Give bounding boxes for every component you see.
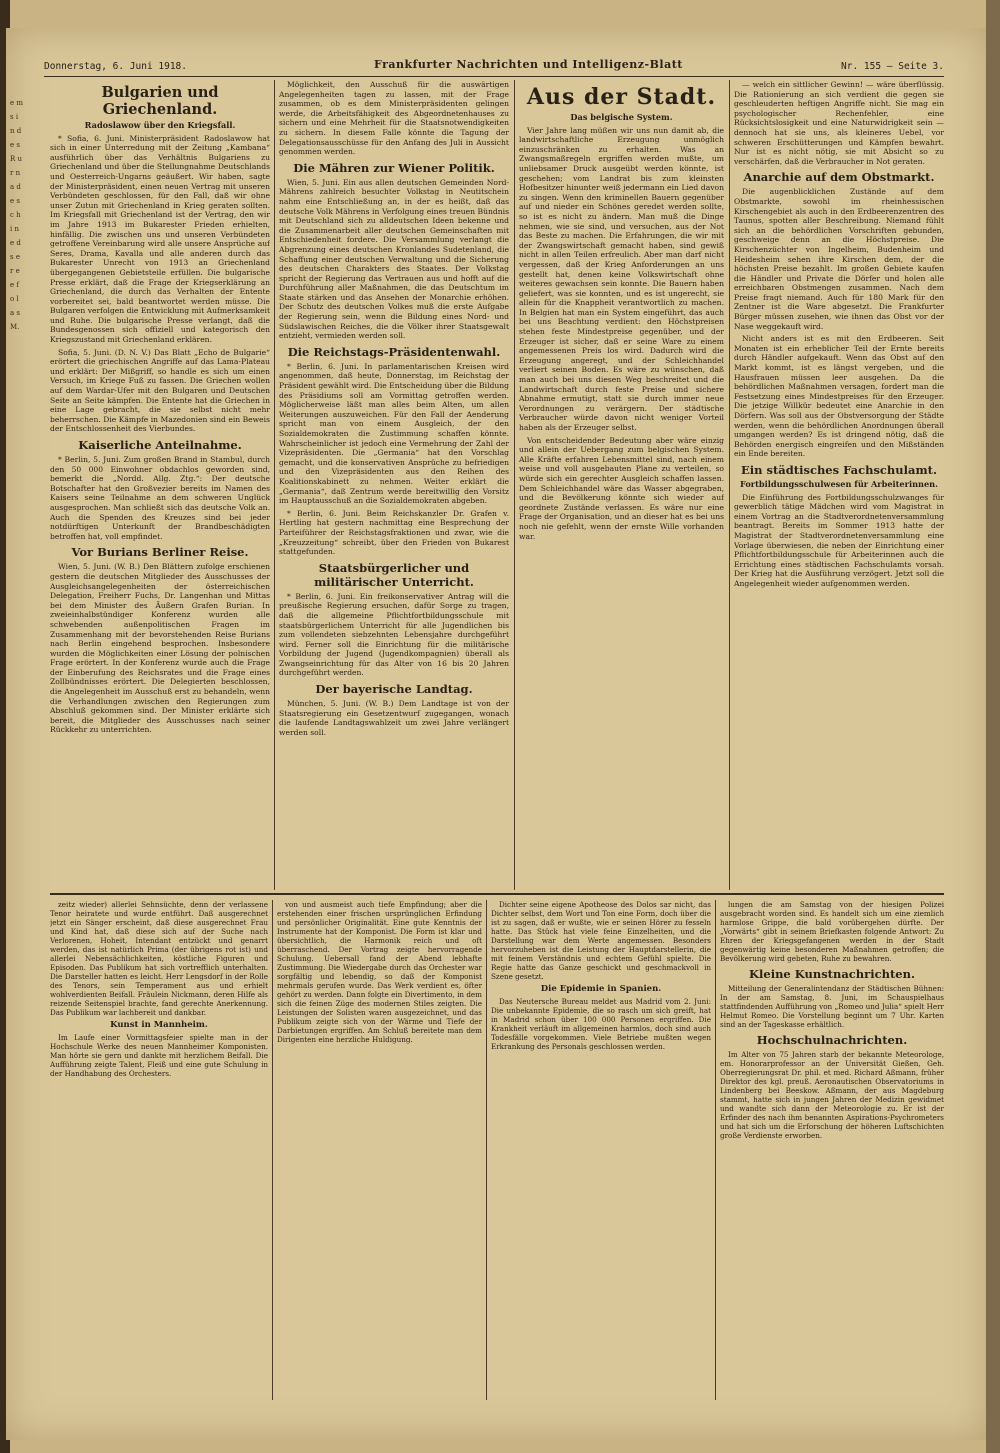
article-text: Vier Jahre lang müßen wir uns nun damit ab, die landwirtschaftliche Erzeugung unmöglich einzuschränken zu erhalten. Was an Zwangsmaßregeln ergriffen werden mußte, um unliebsamer Druck ausgeübt werden könnte, ist geschehen; vom Landrat bis zum kleinsten Hofbesitzer hinunter weiß jedermann ein Lied davon zu singen. Wenn den kriminellen Bauern gegenüber auf und nieder ein Schönes geredet werden sollte, so ist es nicht zu ändern. Man muß die Dinge nehmen, wie sie sind, und versuchen, aus der Not das Beste zu machen. Die Erfahrungen, die wir mit der Zwangswirtschaft gemacht haben, sind gewiß nicht in allen Teilen erfreulich. Aber man darf nicht vergessen, daß der Krieg Anforderungen an uns gestellt hat, denen keine Volkswirtschaft ohne weiteres gewachsen sein konnte. Die Bauern haben geliefert, was sie konnten, und es ist ungerecht, sie allein für die Knappheit verantwortlich zu machen. In Belgien hat man ein System eingeführt, das auch bei uns Beachtung verdient: den Höchstpreisen stehen feste Mindestpreise gegenüber, und der Erzeuger ist sicher, daß er seine Ware zu einem angemessenen Preis los wird. Dadurch wird die Erzeugung angeregt, und der Schleichhandel verliert seinen Boden. Es wäre zu wünschen, daß man auch bei uns diesen Weg beschreitet und die Landwirtschaft durch feste Preise und sichere Abnahme ermutigt, statt sie durch immer neue Verordnungen zu verärgern. Der städtische Verbraucher würde davon nicht weniger Vorteil haben als der Erzeuger selbst. [519, 125, 724, 432]
headline-maehren: Die Mähren zur Wiener Politik. [293, 160, 495, 175]
subheadline-radoslawow: Radoslawow über den Kriegsfall. [84, 120, 236, 130]
column-3 [519, 80, 724, 890]
header-date: Donnerstag, 6. Juni 1918. [44, 61, 187, 72]
article-text: lungen die am Samstag von der hiesigen Polizei ausgebracht worden sind. Es handelt sich um eine ziemlich harmlose Grippe, die bald vorübergehen dürfte. Der „Vorwärts“ gibt in seinem Briefkasten folgende Antwort: Zu Ehren der Kriegsgefangenen werden in der Stadt gegenwärtig keine besonderen Maßnahmen getroffen; die Bevölkerung wird gebeten, Ruhe zu bewahren. [720, 900, 944, 963]
article-text: Die Einführung des Fortbildungsschulzwanges für gewerblich tätige Mädchen wird vom Magistrat in einem Vortrag an die Stadtverordnetenversammlung beantragt. Bereits im Sommer 1913 hatte der Magistrat der Stadtverordnetenversammlung eine Vorlage überwiesen, die neben der Einrichtung einer Pflichtfortbildungsschule für Arbeiterinnen auch die Errichtung eines städtischen Fachschulamts vorsah. Der Krieg hat die Ausführung verzögert. Jetzt soll die Angelegenheit wieder aufgenommen werden. [734, 492, 944, 588]
bottom-column-3 [491, 900, 711, 1400]
previous-page-trim [10, 96, 24, 1396]
newspaper-name: Frankfurter Nachrichten und Intelligenz-Blatt [374, 58, 683, 71]
article-text: * Berlin, 5. Juni. Zum großen Brand in Stambul, durch den 50 000 Einwohner obdachlos geworden sind, bemerkt die „Nordd. Allg. Ztg.“: Der deutsche Botschafter hat den Großvezier bereits im Namen des Kaisers seine Teilnahme an dem schweren Unglück ausgesprochen. Man schließt sich das deutsche Volk an. Auch die Spenden des Kreuzes sind bei jeder notdürftigen Unterkunft der Brandbeschädigten betroffen hat, voll empfindet. [50, 455, 270, 541]
column-divider [272, 900, 273, 1400]
headline-fachschulamt: Ein städtisches Fachschulamt. [741, 462, 937, 477]
article-text: von und ausmeist auch tiefe Empfindung; aber die erstehenden einer frischen ursprünglichen Erfindung und persönlicher Originalität. Eine gute Kenntnis der Instrumente hat der Komponist. Die Form ist klar und übersichtlich, die Harmonik reich und oft überraschend. Der Vortrag zeigte hervorragende Schulung. Uebersall fand der Abend lebhafte Zustimmung. Die Wiedergabe durch das Orchester war sorgfältig und lebendig, so daß der Komponist mehrmals gerufen wurde. Das Werk verdient es, öfter gehört zu werden. Dann folgte ein Divertimento, in dem sich die feinen Züge des modernen Stiles zeigten. Die Leistungen der Solisten waren ausgezeichnet, und das Publikum zeigte sich von der Wärme und Tiefe der Darbietungen ergriffen. Am Schluß bereitete man dem Dirigenten eine herzliche Huldigung. [277, 900, 482, 1044]
bottom-column-1 [50, 900, 268, 1400]
article-text: Möglichkeit, den Ausschuß für die auswärtigen Angelegenheiten tagen zu lassen, mit der Frage zusammen, ob es dem Ministerpräsidenten gelingen werde, die Arbeitsfähigkeit des Abgeordnetenhauses zu sichern und eine Mehrheit für die Staatsnotwendigkeiten zu sichern. In diesem Falle könnte die Tagung der Delegationsausschüsse für den Anfang des Juli in Aussicht genommen werden. [279, 80, 509, 157]
article-text: Die augenblicklichen Zustände auf dem Obstmarkte, sowohl im rheinhessischen Kirschengebiet als auch in den Erdbeerenzentren des Taunus, spotten aller Beschreibung. Niemand fühlt sich an die behördlichen Vorschriften gebunden, geschweige denn an die Höchstpreise. Die Kirschenzüchter von Ingelheim, Budenheim und Heidesheim sehen ihre Kirschen dem, der die höchsten Preise bezahlt. Im großen Gebiete kaufen die Händler und Private die Dörfer und holen alle erreichbaren Obstmengen zusammen. Nach dem Preise fragt niemand. Auch für 180 Mark für den Zentner ist die Ware abgesetzt. Die Frankfurter Bürger müssen zusehen, wie ihnen das Obst vor der Nase weggekauft wird. [734, 187, 944, 331]
headline-epidemie: Die Epidemie in Spanien. [540, 984, 662, 994]
column-divider [514, 80, 515, 890]
article-text: Nicht anders ist es mit den Erdbeeren. Seit Monaten ist ein erheblicher Teil der Ernte bereits durch Händler aufgekauft. Wenn das Obst auf den Markt kommt, ist es längst vergeben, und die Hausfrauen müssen leer ausgehen. Da die behördlichen Maßnahmen versagen, fordert man die Festsetzung eines Mindestpreises für den Erzeuger. Die jetzige Willkür bedeutet eine Anarchie in den Dörfern. Was soll aus der Obstversorgung der Städte werden, wenn die behördlichen Anordnungen überall umgangen werden? Es ist dringend nötig, daß die Behörden energisch eingreifen und den Mißständen ein Ende bereiten. [734, 334, 944, 459]
headline-kaiser: Kaiserliche Anteilnahme. [78, 438, 242, 452]
bottom-column-4 [720, 900, 944, 1400]
article-text: Das Neutersche Bureau meldet aus Madrid vom 2. Juni: Die unbekannte Epidemie, die so rasch um sich greift, hat in Madrid schon über 100 000 Personen ergriffen. Die Krankheit verläuft im allgemeinen harmlos, doch sind auch Todesfälle vorgekommen. Viele Betriebe mußten wegen Erkrankung des Personals geschlossen werden. [491, 997, 711, 1051]
subheadline-belgisches-system: Das belgische System. [570, 112, 673, 122]
article-text: Im Alter von 75 Jahren starb der bekannte Meteorologe, em. Honorarprofessor an der Universität Gießen, Geh. Oberregierungsrat Dr. phil. et med. Richard Aßmann, früher Direktor des kgl. preuß. Aeronautischen Observatoriums in Lindenberg bei Beeskow. Aßmann, der aus Magdeburg stammt, hatte sich in jungen Jahren der Medizin gewidmet und wandte sich dann der Meteorologie zu. Er ist der Erfinder des nach ihm benannten Aspirations-Psychrometers und hat sich um die Erforschung der höheren Luftschichten große Verdienste erworben. [720, 1050, 944, 1140]
article-text: Wien, 5. Juni. (W. B.) Den Blättern zufolge erschienen gestern die deutschen Mitglieder des Ausschusses der Ausgleichsangelegenheiten der österreichischen Delegation, Freiherr Fuchs, Dr. Langenhan und Mittas bei dem Minister des Äußern Grafen Burian. In zweieinhalbstündiger Konferenz wurden alle schwebenden außenpolitischen Fragen im Zusammenhang mit der bevorstehenden Reise Burians nach Berlin eingehend besprochen. Insbesondere wurden die Möglichkeiten einer Lösung der polnischen Frage erörtert. In der Konferenz wurde auch die Frage der Einberufung des Reichsrates und die Frage eines Zollbündnisses erörtert. Die Delegierten beschlossen, die Angelegenheit im Ausschuß erst zu behandeln, wenn die Verhandlungen zwischen den Regierungen zum Abschluß gekommen sind. Der Minister erklärte sich bereit, die Mitglieder des Ausschusses nach seiner Rückkehr zu unterrichten. [50, 562, 270, 735]
headline-unterricht: Staatsbürgerlicher und militärischer Unterricht. [314, 560, 474, 589]
section-divider [50, 893, 944, 895]
headline-bulgaria: Bulgarien und Griechenland. [101, 84, 219, 118]
article-text: Mitteilung der Generalintendanz der Städtischen Bühnen: In der am Samstag, 8. Juni, im Schauspielhaus stattfindenden Aufführung von „Romeo und Julia“ spielt Herr Helmut Romeo. Die Vorstellung beginnt um 7 Uhr. Karten sind an der Tageskasse erhältlich. [720, 984, 944, 1029]
article-text: Von entscheidender Bedeutung aber wäre einzig und allein der Uebergang zum belgischen System. Alle Kräfte erfahren Lebensmittel sind, nach einem weise und voll ausgebauten Plane zu verteilen, so würde sich ein gerechter Ausgleich schaffen lassen. Dem Schleichhandel wäre das Wasser abgegraben, und die Bevölkerung könnte sich wieder auf geordnete Zustände verlassen. Es wäre nur eine Frage der Organisation, und an dieser hat es bei uns noch nie gefehlt, wenn der ernste Wille vorhanden war. [519, 435, 724, 541]
column-4 [734, 80, 944, 890]
headline-kunstnachrichten: Kleine Kunstnachrichten. [749, 967, 915, 981]
headline-aus-der-stadt: Aus der Stadt. [526, 84, 717, 110]
subheadline-fortbildung: Fortbildungsschulwesen für Arbeiterinnen. [739, 478, 938, 489]
page-right-edge [986, 0, 1000, 1453]
column-divider [274, 80, 275, 890]
column-divider [715, 900, 716, 1400]
article-text: * Berlin, 6. Juni. Ein freikonservativer Antrag will die preußische Regierung ersuchen, dafür Sorge zu tragen, daß die allgemeine Pflichtfortbildungsschule mit staatsbürgerlichem Unterricht für alle Jugendlichen bis zum vollendeten siebzehnten Lebensjahre durchgeführt wird. Ferner soll die Einrichtung für die militärische Vorbildung der Jugend (Jugendkompagnien) überall als Zwangseinrichtung für das Alter von 16 bis 20 Jahren durchgeführt werden. [279, 591, 509, 678]
article-text: zeitz wieder) allerlei Sehnsüchte, denn der verlassene Tenor heiratete und wurde entführt. Daß ausgerechnet jetzt ein Sänger erscheint, daß diese ausgerechnet Frau und Kind hat, daß diese sich auf der Suche nach Verlorenen, Hoheit, Intendant entzückt und genarrt werden, das ist natürlich Prima (der übrigens rot ist) und allerlei Nebensächlichkeiten, köstliche Figuren und Episoden. Das Publikum hat sich vortrefflich unterhalten. Die Darsteller hatten es leicht. Herr Lengsdorf in der Rolle des Tenors, sein Temperament aus und erhielt wohlverdienten Beifall. Fräulein Nickmann, deren Hilfe als reizende Seitenspiel brachte, fand gerechte Anerkennung. Das Publikum war lachbereit und dankbar. [50, 900, 268, 1017]
article-text: — welch ein sittlicher Gewinn! — wäre überflüssig. Die Rationierung an sich verdient die gegen sie geschleuderten heftigen Angriffe nicht. Sie mag ein psychologischer Rechenfehler, eine Rücksichtslosigkeit und eine Naturwidrigkeit sein — dennoch hat sie uns, als kleineres Uebel, vor schweren Erschütterungen und Kämpfen bewahrt. Nur ist es nicht nötig, sie mit Absicht so zu verschärfen, daß die Verbraucher in Not geraten. [734, 80, 944, 166]
article-text: München, 5. Juni. (W. B.) Dem Landtage ist von der Staatsregierung ein Gesetzentwurf zugegangen, wonach die laufende Landtagswahlzeit um zwei Jahre verlängert werden soll. [279, 699, 509, 737]
column-1 [50, 80, 270, 890]
column-divider [729, 80, 730, 890]
headline-reichstag: Die Reichstags-Präsidentenwahl. [287, 344, 501, 359]
article-text: * Berlin, 6. Juni. Beim Reichskanzler Dr. Grafen v. Hertling hat gestern nachmittag eine Besprechung der Parteiführer der Reichstagsfraktionen und zwar, wie die „Kreuzzeitung“ schreibt, über den Frieden von Bukarest stattgefunden. [279, 508, 509, 557]
article-text: Wien, 5. Juni. Ein aus allen deutschen Gemeinden Nord-Mährens zahlreich besuchter Volkstag in Neutitschein nahm eine Entschließung an, in der es heißt, daß das deutsche Volk Mährens in Verfolgung eines treuen Bündnis mit Deutschland sich zu alldeutschen Ideen bekenne und die Zusammenarbeit aller deutschen Gemeinschaften mit Entschiedenheit fordere. Die Versammlung verlangt die Abgrenzung eines deutschen Kronlandes Sudetenland, die Schaffung einer deutschen Verwaltung und die Sicherung des deutschen Charakters des Staates. Der Volkstag spricht der Regierung das Vertrauen aus und hofft auf die Durchführung aller Maßnahmen, die das Deutschtum im Staate stärken und das Ansehen der Monarchie erhöhen. Der Schutz des deutschen Volkes muß die erste Aufgabe der Regierung sein, wenn die Bildung eines Nord- und Südslawischen Reiches, die die Völker ihrer Staatsgewalt entzieht, vermieden werden soll. [279, 177, 509, 341]
headline-burian: Vor Burians Berliner Reise. [71, 545, 249, 560]
headline-mannheim: Kunst in Mannheim. [110, 1020, 208, 1030]
headline-obstmarkt: Anarchie auf dem Obstmarkt. [743, 170, 935, 185]
article-text: Sofia, 5. Juni. (D. N. V.) Das Blatt „Echo de Bulgarie“ erörtert die griechischen Angriffe auf das Lama-Plateau und erklärt: Der Mißgriff, so handle es sich um einen Versuch, im Kriege Fuß zu fassen. Die Griechen wollen auf dem Wardar-Ufer mit den Bulgaren und Deutschen Seite an Seite kämpfen. Die Entente hat die Griechen in eine Lage gebracht, die sie selbst nicht mehr beherrschen. Die Kämpfe in Mazedonien sind ein Beweis der Entschlossenheit des Vierbundes. [50, 347, 270, 434]
column-2 [279, 80, 509, 890]
page-header [44, 58, 944, 77]
trim-text: e m s i n d e s R u r n a d e s c h i n e d s e r e e f o l a s M. [10, 99, 24, 331]
headline-hochschulnachrichten: Hochschulnachrichten. [756, 1033, 908, 1047]
headline-landtag: Der bayerische Landtag. [315, 682, 473, 697]
article-text: * Sofia, 6. Juni. Ministerpräsident Radoslawow hat sich in einer Unterredung mit der Zeitung „Kambana“ ausführlich über das Verhältnis Bulgariens zu Griechenland und über die Stellungnahme Deutschlands und Oesterreich-Ungarns geäußert. Wir haben, sagte der Ministerpräsident, einen neuen Vertrag mit unseren Verbündeten geschlossen, für den Fall, daß wir ohne unser Zutun mit Griechenland in Krieg geraten sollten. Im Kriegsfall mit Griechenland ist der Vertrag, den wir im Jahre 1913 im Bukarester Frieden erhielten, hinfällig. Die zwischen uns und unseren Verbündeten getroffene Vereinbarung wird alle unsere Ansprüche auf Seres, Drama, Kavalla und alle anderen durch das Bukarester Unrecht von 1913 an Griechenland übergegangenen Gebietsteile erfüllen. Die bulgarische Presse erklärt, daß die Frage der Kriegserklärung an Griechenland, die durch das Verhalten der Entente vorbereitet sei, bald beantwortet werden müsse. Die Bulgaren verfolgen die Entwicklung mit Aufmerksamkeit und Ruhe. Die bulgarische Presse verlangt, daß die Bundesgenossen sich offiziell und kategorisch den Kriegszustand mit Griechenland erklären. [50, 133, 270, 345]
issue-number: Nr. 155 — Seite 3. [841, 61, 944, 72]
article-text: * Berlin, 6. Juni. In parlamentarischen Kreisen wird angenommen, daß heute, Donnerstag, im Reichstag der Präsident gewählt wird. Die Entscheidung über die Bildung des Präsidiums soll am Vormittag getroffen werden. Möglicherweise läßt man alles beim Alten, um allen Weiterungen auszuweichen. Für den Fall der Aenderung spricht man von einem Ausgleich, der den Sozialdemokraten die Zustimmung schaffen könnte. Wahrscheinlicher ist jedoch eine Vermehrung der Zahl der Vizepräsidenten. Die „Germania“ hat den Vorschlag gemacht, und die konservativen Ansprüche zu befriedigen und den Vizepräsidenten aus den Reihen des Koalitionskabinett zu nehmen. Weiter erklärt die „Germania“, daß Zentrum werde bereitwillig den Vorsitz im Hauptausschuß an die Sozialdemokraten abgeben. [279, 361, 509, 506]
article-text: Im Laufe einer Vormittagsfeier spielte man in der Hochschule Werke des neuen Mannheimer Komponisten. Man hörte sie gern und dankte mit herzlichem Beifall. Die Aufführung zeigte Talent, Fleiß und eine gute Schulung in der Handhabung des Orchesters. [50, 1033, 268, 1078]
column-divider [486, 900, 487, 1400]
bottom-column-2 [277, 900, 482, 1400]
article-text: Dichter seine eigene Apotheose des Dolos sar nicht, das Dichter selbst, dem Wort und Ton eine Form, doch über die ist zu sagen, daß er wußte, wie er seinen Hörer zu fesseln hatte. Das Stück hat viele feine Einzelheiten, und die Darstellung war dem Werte angemessen. Besonders hervorzuheben ist die Leistung der Hauptdarstellerin, die mit feinem Verständnis und echtem Gefühl spielte. Die Regie hatte das Ganze geschickt und geschmackvoll in Szene gesetzt. [491, 900, 711, 981]
